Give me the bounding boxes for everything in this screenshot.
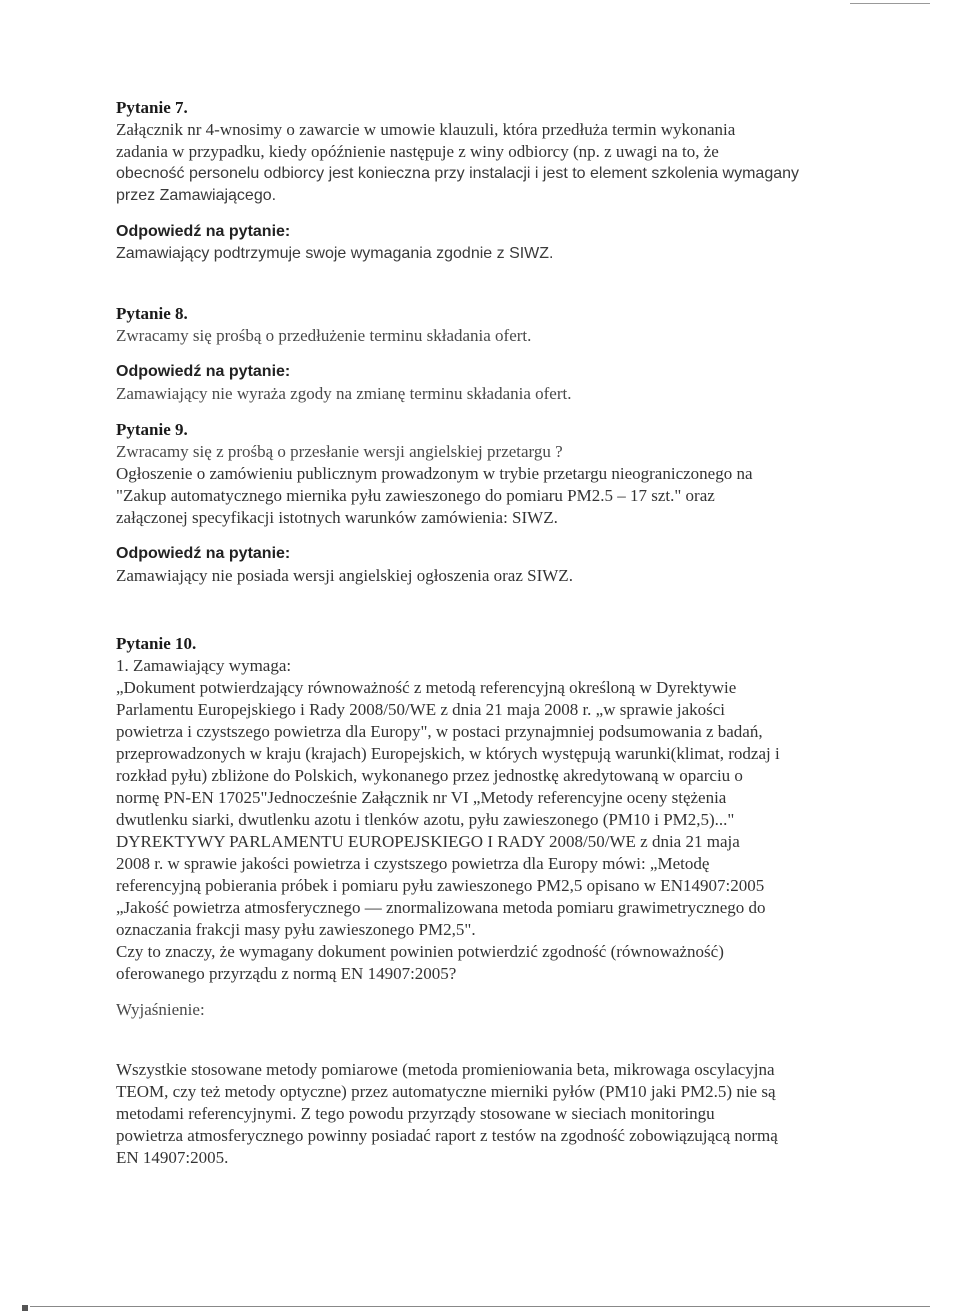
scan-corner-mark	[22, 1305, 28, 1311]
question-8	[116, 303, 816, 405]
question-7-line-2: zadania w przypadku, kiedy opóźnienie następuje z winy odbiorcy (np. z uwagi na to, że	[116, 142, 719, 161]
question-10-line-11: „Jakość powietrza atmosferycznego — znormalizowana metoda pomiaru grawimetrycznego do	[116, 898, 766, 917]
question-9-title: Pytanie 9.	[116, 420, 188, 439]
bottom-edge-line	[30, 1306, 930, 1307]
question-10-line-3: powietrza i czystszego powietrza dla Europy", w postaci przynajmniej podsumowania z badań,	[116, 722, 763, 741]
question-8-text: Zwracamy się prośbą o przedłużenie terminu składania ofert.	[116, 326, 532, 345]
question-10-line-12: oznaczania frakcji masy pyłu zawieszonego PM2,5".	[116, 920, 476, 939]
answer-8-text: Zamawiający nie wyraża zgody na zmianę terminu składania ofert.	[116, 384, 572, 403]
explanation-line-2: TEOM, czy też metody optyczne) przez automatyczne mierniki pyłów (PM10 jaki PM2.5) nie są	[116, 1082, 776, 1101]
question-9-line-4: załączonej specyfikacji istotnych warunków zamówienia: SIWZ.	[116, 508, 558, 527]
question-9-line-1: Zwracamy się z prośbą o przesłanie wersji angielskiej przetargu ?	[116, 442, 563, 461]
answer-9-title: Odpowiedź na pytanie:	[116, 545, 291, 562]
answer-9-text: Zamawiający nie posiada wersji angielskiej ogłoszenia oraz SIWZ.	[116, 566, 573, 585]
question-9	[116, 419, 816, 587]
question-10-title: Pytanie 10.	[116, 634, 197, 653]
question-7-line-3: obecność personelu odbiorcy jest konieczna przy instalacji i jest to element szkolenia wymagany	[116, 165, 800, 182]
question-10-line-5: rozkład pyłu) zbliżone do Polskich, wykonanego przez jednostkę akredytowaną w oparciu o	[116, 766, 743, 785]
answer-8-title: Odpowiedź na pytanie:	[116, 363, 291, 380]
question-10-intro: 1. Zamawiający wymaga:	[116, 656, 292, 675]
question-10-line-4: przeprowadzonych w kraju (krajach) Europejskich, w których występują warunki(klimat, rodzaj i	[116, 744, 780, 763]
explanation-line-5: EN 14907:2005.	[116, 1148, 229, 1167]
explanation-line-3: metodami referencyjnymi. Z tego powodu przyrządy stosowane w sieciach monitoringu	[116, 1104, 715, 1123]
answer-7-text: Zamawiający podtrzymuje swoje wymagania zgodnie z SIWZ.	[116, 245, 554, 262]
question-7-title: Pytanie 7.	[116, 98, 188, 117]
explanation-line-1: Wszystkie stosowane metody pomiarowe (metoda promieniowania beta, mikrowaga oscylacyjna	[116, 1060, 775, 1079]
question-7	[116, 97, 816, 265]
question-10-line-13: Czy to znaczy, że wymagany dokument powinien potwierdzić zgodność (równoważność)	[116, 942, 724, 961]
explanation-title: Wyjaśnienie:	[116, 1000, 205, 1019]
question-10-line-2: Parlamentu Europejskiego i Rady 2008/50/WE z dnia 21 maja 2008 r. „w sprawie jakości	[116, 700, 726, 719]
question-10-line-6: normę PN-EN 17025"Jednocześnie Załącznik nr VI „Metody referencyjne oceny stężenia	[116, 788, 727, 807]
question-10-line-10: referencyjną pobierania próbek i pomiaru pyłu zawieszonego PM2,5 opisano w EN14907:2005	[116, 876, 765, 895]
question-10-line-8: DYREKTYWY PARLAMENTU EUROPEJSKIEGO I RADY 2008/50/WE z dnia 21 maja	[116, 832, 740, 851]
question-10-line-1: „Dokument potwierdzający równoważność z metodą referencyjną określoną w Dyrektywie	[116, 678, 737, 697]
question-7-line-1: Załącznik nr 4-wnosimy o zawarcie w umowie klauzuli, która przedłuża termin wykonania	[116, 120, 736, 139]
question-10	[116, 633, 816, 1169]
document-page	[116, 97, 816, 1169]
question-9-line-3: "Zakup automatycznego miernika pyłu zawieszonego do pomiaru PM2.5 – 17 szt." oraz	[116, 486, 715, 505]
question-7-line-4: przez Zamawiającego.	[116, 187, 277, 204]
top-edge-line	[850, 3, 930, 4]
explanation-line-4: powietrza atmosferycznego powinny posiadać raport z testów na zgodność zobowiązującą normą	[116, 1126, 778, 1145]
answer-7-title: Odpowiedź na pytanie:	[116, 223, 291, 240]
question-10-line-14: oferowanego przyrządu z normą EN 14907:2005?	[116, 964, 457, 983]
question-10-line-9: 2008 r. w sprawie jakości powietrza i czystszego powietrza dla Europy mówi: „Metodę	[116, 854, 710, 873]
question-9-line-2: Ogłoszenie o zamówieniu publicznym prowadzonym w trybie przetargu nieograniczonego na	[116, 464, 753, 483]
question-10-line-7: dwutlenku siarki, dwutlenku azotu i tlenków azotu, pyłu zawieszonego (PM10 i PM2,5)..."	[116, 810, 735, 829]
question-8-title: Pytanie 8.	[116, 304, 188, 323]
